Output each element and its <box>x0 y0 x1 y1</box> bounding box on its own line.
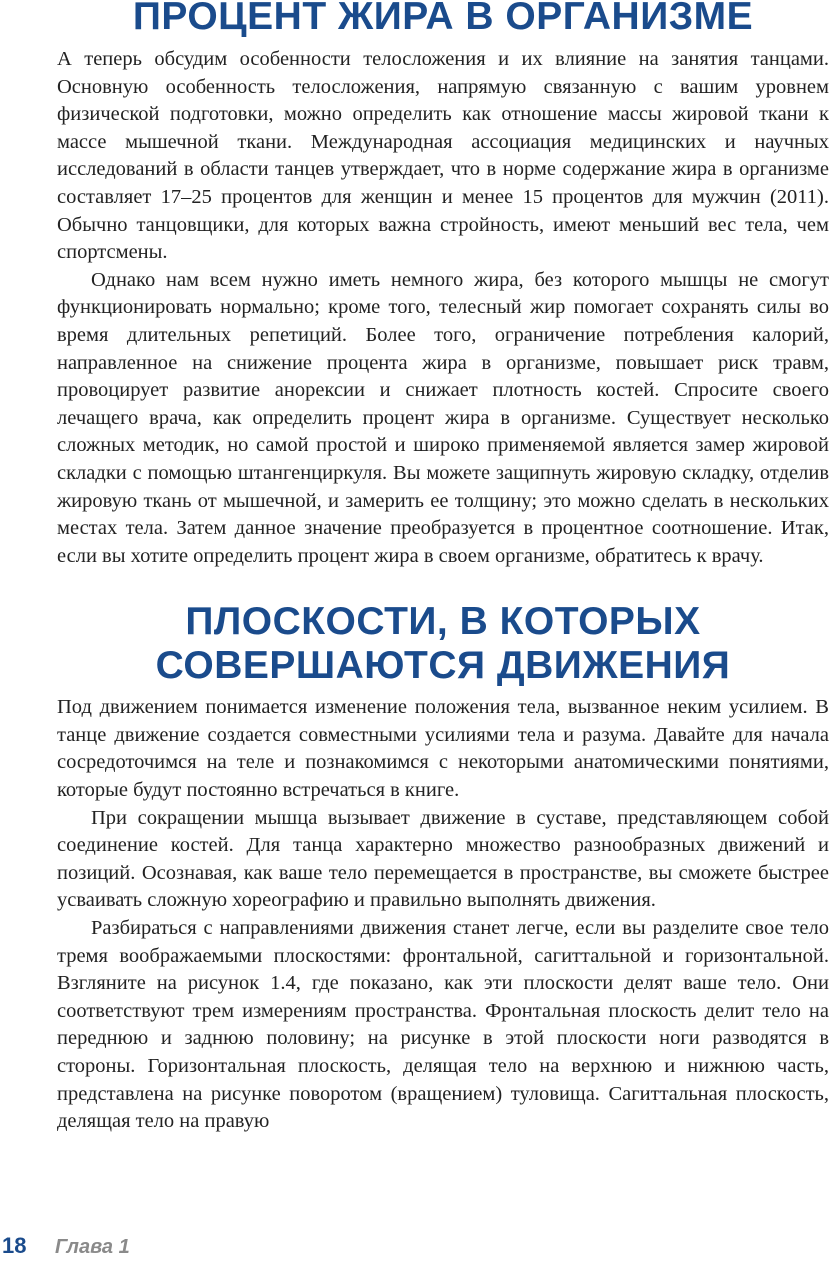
chapter-label: Глава 1 <box>55 1236 130 1258</box>
paragraph-movement-2: При сокращении мышца вызывает движение в суставе, представляющем собой соединение костей. Для танца характерно множество разнообразных движений и позиций. Осознавая, как ваше тело перемещается в пространстве, вы сможете быстрее усваивать сложную хореографию и правильно выполнять движения. <box>57 806 829 912</box>
paragraph-body-fat-2: Однако нам всем нужно иметь немного жира, без которого мышцы не смогут функционировать нормально; кроме того, телесный жир помогает сохранять силы во время длительных репетиций. Более того, ограничение потребления калорий, направленное на снижение процента жира в организме, повышает риск травм, провоцирует развитие анорексии и снижает плотность костей. Спросите своего лечащего врача, как определить процент жира в организме. Существует несколько сложных методик, но самой простой и широко применяемой является замер жировой складки с помощью штангенциркуля. Вы можете защипнуть жировую складку, отделив жировую ткань от мышечной, и замерить ее толщину; это можно сделать в нескольких местах тела. Затем данное значение преобразуется в процентное соотношение. Итак, если вы хотите определить процент жира в своем организме, обратитесь к врачу. <box>57 268 829 567</box>
section-heading-movement-planes <box>57 600 829 688</box>
paragraph-body-fat-1: А теперь обсудим особенности телосложения и их влияние на занятия танцами. Основную особенность телосложения, напрямую связанную с вашим уровнем физической подготовки, можно определить как отношение массы жировой ткани к массе мышечной ткани. Международная ассоциация медицинских и научных исследований в области танцев утверждает, что в норме содержание жира в организме составляет 17–25 процентов для женщин и менее 15 процентов для мужчин (2011). Обычно танцовщики, для которых важна стройность, имеют меньший вес тела, чем спортсмены. <box>57 48 829 264</box>
paragraph-movement-3: Разбираться с направлениями движения станет легче, если вы разделите свое тело тремя воображаемыми плоскостями: фронтальной, сагиттальной и горизонтальной. Взгляните на рисунок 1.4, где показано, как эти плоскости делят ваше тело. Они соответствуют трем измерениям пространства. Фронтальная плоскость делит тело на переднюю и заднюю половину; на рисунке в этой плоскости ноги разводятся в стороны. Горизонтальная плоскость, делящая тело на верхнюю и нижнюю часть, представлена на рисунке поворотом (вращением) туловища. Сагиттальная плоскость, делящая тело на правую <box>57 917 829 1133</box>
heading-line-2: СОВЕРШАЮТСЯ ДВИЖЕНИЯ <box>155 644 731 688</box>
page-number: 18 <box>2 1233 27 1258</box>
paragraph-movement-1: Под движением понимается изменение положения тела, вызванное неким усилием. В танце движение создается совместными усилиями тела и разума. Давайте для начала сосредоточимся на теле и познакомимся с некоторыми анатомическими понятиями, которые будут постоянно встречаться в книге. <box>57 696 829 802</box>
page-content <box>57 0 829 1136</box>
section-heading-body-fat: ПРОЦЕНТ ЖИРА В ОРГАНИЗМЕ <box>132 0 754 38</box>
heading-line-1: ПЛОСКОСТИ, В КОТОРЫХ <box>185 600 701 644</box>
